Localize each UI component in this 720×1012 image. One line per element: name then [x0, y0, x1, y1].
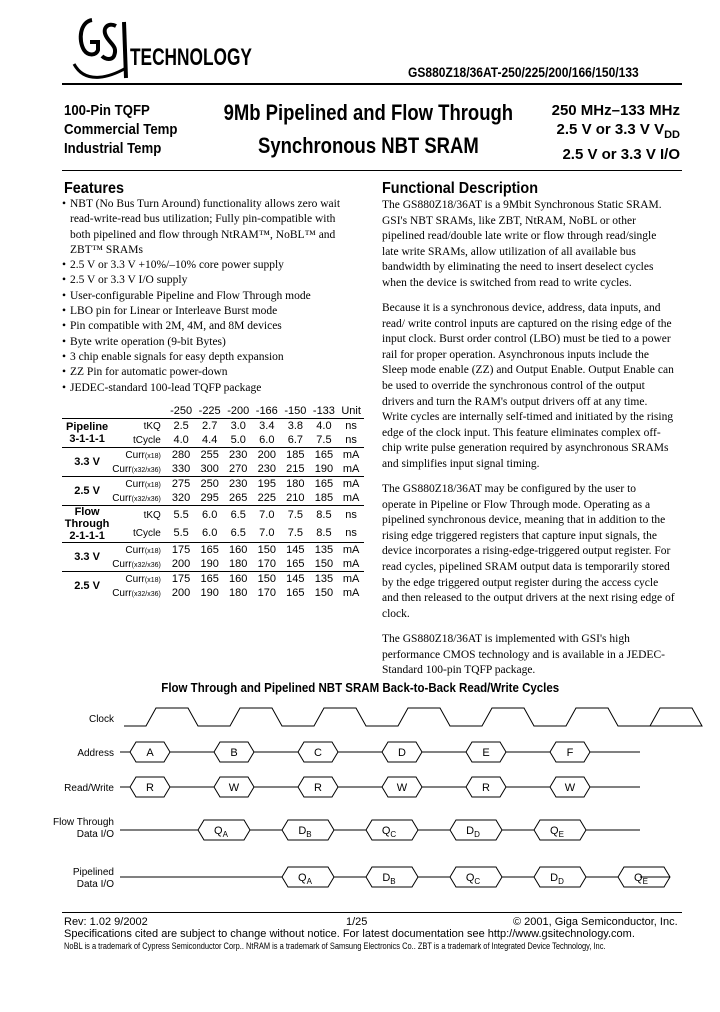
column-header: -225 [198, 405, 221, 417]
table-cell: 6.0 [259, 434, 275, 446]
unit-cell: ns [338, 506, 364, 525]
column-header: -250 [170, 405, 193, 417]
group-label-line: 2-1-1-1 [69, 530, 105, 542]
table-cell: 7.0 [253, 506, 282, 525]
flow-through-data-subscript: E [558, 830, 564, 839]
read-write-value: R [314, 782, 322, 794]
brand-name: TECHNOLOGY [130, 44, 252, 71]
parameter-note: (x32/x36) [131, 495, 161, 503]
feature-line: • Byte write operation (9-bit Bytes) [70, 335, 226, 348]
feature-item [62, 289, 362, 304]
package-line: 100-Pin TQFP [64, 102, 150, 119]
diagram-title: Flow Through and Pipelined NBT SRAM Back-to-Back Read/Write Cycles [161, 681, 559, 695]
table-cell: 145 [281, 572, 310, 587]
package-line: Commercial Temp [64, 121, 178, 138]
paragraph-line: input clock. Burst order control (LBO) must be tied to a power [382, 333, 671, 346]
timing-diagram [0, 696, 720, 896]
row-parameter: Curr(x32/x36) [112, 463, 161, 475]
table-header-row [62, 404, 364, 419]
column-header: Unit [341, 405, 361, 417]
table-cell: 200 [171, 587, 191, 599]
parameter-note: (x18) [144, 576, 161, 584]
table-cell: 3.0 [224, 419, 253, 434]
features-ul [62, 197, 362, 396]
read-write-value: R [482, 782, 490, 794]
flow-through-data-value: $Q_A$ [214, 825, 228, 839]
table-cell: 180 [281, 477, 310, 492]
address-value: F [566, 747, 574, 759]
paragraph-line: rising edge triggered registers that capture input signals, the [382, 529, 657, 542]
pipelined-data-subscript: A [306, 877, 312, 886]
paragraph-line: Write cycles are internally self-timed and initiated by the rising [382, 411, 674, 424]
feature-line: • JEDEC-standard 100-lead TQFP package [70, 381, 262, 394]
feature-line: • Pin compatible with 2M, 4M, and 8M devices [70, 320, 282, 333]
table-cell: 200 [253, 448, 282, 463]
paragraph-line: Sleep mode enable (ZZ) and Output Enable. Output Enable can [382, 364, 674, 377]
address-value: E [482, 747, 490, 759]
column-header: -150 [284, 405, 307, 417]
pipelined-data-subscript: B [390, 877, 396, 886]
table-cell: 190 [314, 463, 334, 475]
paragraph-line: GSI's NBT SRAMs, like ZBT, NtRAM, NoBL or other [382, 214, 636, 227]
row-parameter: Curr(x32/x36) [112, 587, 161, 599]
feature-item [62, 304, 362, 319]
functional-paragraph [382, 632, 682, 679]
signal-label: Pipelined [72, 867, 114, 878]
table-cell: 6.0 [202, 527, 218, 539]
unit-cell: ns [345, 434, 357, 446]
io-voltage: 2.5 V or 3.3 V I/O [562, 146, 680, 163]
table-cell: 5.5 [167, 506, 196, 525]
revision: Rev: 1.02 9/2002 [64, 916, 148, 928]
table-cell: 180 [229, 587, 248, 599]
table-cell: 300 [200, 463, 219, 475]
pipelined-data-subscript: D [558, 877, 564, 886]
functional-heading: Functional Description [382, 180, 539, 197]
part-number: GS880Z18/36AT-250/225/200/166/150/133 [408, 64, 639, 80]
row-parameter: Curr(x32/x36) [112, 492, 161, 504]
spec-table [62, 404, 364, 600]
table-cell: 230 [224, 448, 253, 463]
unit-cell: mA [342, 463, 360, 475]
table-cell: 7.5 [281, 506, 310, 525]
row-group-label [62, 572, 112, 601]
pipelined-data-subscript: E [642, 877, 648, 886]
table-cell: 150 [253, 543, 282, 558]
table-cell: 230 [224, 477, 253, 492]
functional-paragraph [382, 198, 682, 292]
feature-line: • NBT (No Bus Turn Around) functionality allows zero wait [70, 198, 341, 210]
pipelined-data-value: $Q_E$ [634, 872, 648, 886]
table-cell: 270 [229, 463, 248, 475]
table-cell: 7.5 [316, 434, 332, 446]
table-cell: 8.5 [316, 527, 332, 539]
table-cell: 160 [224, 543, 253, 558]
flow-through-data-subscript: A [222, 830, 228, 839]
table-cell: 4.0 [310, 419, 339, 434]
table-row [62, 543, 364, 558]
table-cell: 7.5 [287, 527, 303, 539]
functional-paragraph [382, 482, 682, 622]
table-cell: 150 [314, 587, 334, 599]
row-parameter: Curr(x18) [112, 448, 167, 463]
table-cell: 4.0 [173, 434, 189, 446]
table-cell: 200 [171, 558, 191, 570]
flow-through-data-value: $D_D$ [466, 825, 480, 839]
read-write-value: W [564, 782, 576, 794]
feature-line: • 3 chip enable signals for easy depth expansion [70, 350, 284, 363]
table-cell: 185 [281, 448, 310, 463]
table-cell: 150 [314, 558, 334, 570]
title-line: Synchronous NBT SRAM [257, 133, 479, 158]
title-line: 9Mb Pipelined and Flow Through [223, 100, 513, 125]
address-value: C [314, 747, 322, 759]
parameter-note: (x32/x36) [131, 561, 161, 569]
table-cell: 165 [310, 477, 339, 492]
table-cell: 150 [253, 572, 282, 587]
read-write-value: W [228, 782, 240, 794]
row-parameter: tCycle [133, 527, 161, 539]
feature-line: • 2.5 V or 3.3 V I/O supply [70, 274, 188, 287]
copyright: © 2001, Giga Semiconductor, Inc. [513, 916, 678, 928]
feature-line: • User-configurable Pipeline and Flow Through mode [70, 289, 311, 302]
table-cell: 265 [229, 492, 248, 504]
page-number: 1/25 [346, 916, 368, 928]
paragraph-line: be used to override the synchronous control of the output [382, 380, 645, 393]
unit-cell: ns [345, 527, 357, 539]
table-cell: 175 [167, 543, 196, 558]
header-blank [112, 404, 167, 419]
flow-through-data-value: $Q_C$ [381, 825, 397, 839]
table-cell: 8.5 [310, 506, 339, 525]
row-group-label [62, 477, 112, 506]
paragraph-line: rail for proper operation. Asynchronous inputs include the [382, 348, 649, 361]
address-value: B [230, 747, 238, 759]
core-voltage: 2.5 V or 3.3 V $V_{DD}$ [556, 121, 680, 141]
column-header: -200 [227, 405, 250, 417]
group-label-line: Flow [74, 506, 100, 518]
paragraph-line: device incorporates a rising-edge-triggered output register. For [382, 545, 671, 558]
table-cell: 280 [167, 448, 196, 463]
address-value: A [146, 747, 154, 759]
unit-cell: mA [342, 492, 360, 504]
feature-line: • ZZ Pin for automatic power-down [70, 366, 228, 379]
table-cell: 3.8 [281, 419, 310, 434]
group-label-line: 3.3 V [74, 551, 100, 563]
paragraph-line: pipelined read/double late write or flow through read/single [382, 230, 657, 243]
table-row [62, 572, 364, 587]
paragraph-line: The GS880Z18/36AT may be configured by the user to [382, 483, 637, 496]
row-group-label [62, 543, 112, 572]
table-row [62, 448, 364, 463]
pipelined-data-subscript: C [474, 877, 481, 886]
group-label-line: Pipeline [66, 421, 109, 433]
features-heading: Features [64, 180, 125, 197]
table-cell: 135 [310, 572, 339, 587]
table-cell: 250 [195, 477, 224, 492]
table-cell: 2.5 [167, 419, 196, 434]
spec-table-wrap [62, 404, 364, 600]
table-row [62, 419, 364, 434]
table-cell: 7.0 [259, 527, 275, 539]
row-parameter: Curr(x18) [112, 572, 167, 587]
paragraph-line: and then released to the output drivers at the next rising edge of [382, 592, 675, 605]
trademark-notice: NoBL is a trademark of Cypress Semiconductor Corp.. NtRAM is a trademark of Samsung Electronics Co.. ZBT is a trademark of Integrated Device Technology, Inc. [64, 941, 606, 951]
group-label-line: 2.5 V [74, 485, 100, 497]
paragraph-line: operate in Pipeline or Flow Through mode. Operating as a [382, 498, 651, 511]
paragraph-line: performance CMOS technology and is available in a JEDEC- [382, 648, 665, 661]
header-rule-bottom [62, 170, 682, 171]
table-cell: 320 [171, 492, 191, 504]
flow-through-data-subscript: D [474, 830, 480, 839]
table-cell: 180 [229, 558, 248, 570]
spec-notice: Specifications cited are subject to change without notice. For latest documentation see http://www.gsitechnology.com. [64, 928, 635, 940]
clock-waveform [124, 708, 702, 726]
table-cell: 135 [310, 543, 339, 558]
table-cell: 165 [286, 558, 305, 570]
feature-item [62, 350, 362, 365]
table-cell: 175 [167, 572, 196, 587]
read-write-value: R [146, 782, 154, 794]
paragraph-line: and simplifies input signal timing. [382, 458, 540, 470]
table-cell: 215 [286, 463, 305, 475]
feature-item [62, 197, 362, 258]
feature-item [62, 365, 362, 380]
gsi-logo-icon [72, 16, 134, 82]
table-cell: 225 [257, 492, 276, 504]
feature-item [62, 319, 362, 334]
table-cell: 5.5 [173, 527, 189, 539]
paragraph-line: The GS880Z18/36AT is a 9Mbit Synchronous Static SRAM. [382, 199, 662, 211]
table-cell: 165 [310, 448, 339, 463]
column-header: -133 [312, 405, 335, 417]
pipelined-data-value: $Q_A$ [298, 872, 312, 886]
group-label-line: 2.5 V [74, 580, 100, 592]
table-cell: 165 [286, 587, 305, 599]
header-rule [62, 83, 682, 85]
row-parameter: tCycle [133, 434, 161, 446]
table-row [62, 506, 364, 525]
signal-label: Data I/O [76, 879, 114, 890]
table-cell: 145 [281, 543, 310, 558]
speed-range: 250 MHz–133 MHz [551, 102, 680, 119]
paragraph-line: read/ write control inputs are captured on the rising edge of the [382, 317, 672, 330]
table-cell: 6.5 [230, 527, 246, 539]
unit-cell: mA [338, 543, 364, 558]
feature-line: ZBT™ SRAMs [70, 243, 143, 256]
group-label-line: 3.3 V [74, 456, 100, 468]
parameter-note: (x32/x36) [131, 590, 161, 598]
feature-item [62, 258, 362, 273]
unit-cell: mA [338, 572, 364, 587]
paragraph-line: pipelined synchronous device, meaning that in addition to the [382, 514, 666, 527]
unit-cell: mA [342, 587, 360, 599]
unit-cell: mA [338, 477, 364, 492]
feature-line: • 2.5 V or 3.3 V +10%/–10% core power supply [70, 259, 284, 272]
table-cell: 6.5 [224, 506, 253, 525]
table-cell: 275 [167, 477, 196, 492]
functional-paragraph [382, 301, 682, 473]
flow-through-data-subscript: B [306, 830, 312, 839]
table-cell: 295 [200, 492, 219, 504]
table-cell: 4.4 [202, 434, 218, 446]
table-cell: 330 [171, 463, 191, 475]
table-cell: 190 [200, 587, 219, 599]
table-cell: 190 [200, 558, 219, 570]
paragraph-line: Because it is a synchronous device, address, data inputs, and [382, 302, 661, 315]
feature-line: • LBO pin for Linear or Interleave Burst mode [70, 305, 278, 318]
parameter-note: (x32/x36) [131, 466, 161, 474]
table-cell: 6.0 [195, 506, 224, 525]
table-cell: 185 [314, 492, 334, 504]
paragraph-line: chip write pulse generation required by asynchronous SRAMs [382, 442, 669, 455]
footer-rule [62, 912, 682, 913]
row-group-label [62, 448, 112, 477]
pipelined-data-value: $D_B$ [382, 872, 396, 886]
paragraph-line: late write SRAMs, allow utilization of all available bus [382, 245, 636, 258]
row-parameter: Curr(x18) [112, 543, 167, 558]
paragraph-line: when the device is switched from read to write cycles. [382, 276, 632, 289]
row-group-label [62, 506, 112, 543]
flow-through-data-value: $Q_E$ [550, 825, 564, 839]
row-parameter: tKQ [112, 419, 167, 434]
row-parameter: Curr(x18) [112, 477, 167, 492]
read-write-value: W [396, 782, 408, 794]
row-parameter: Curr(x32/x36) [112, 558, 161, 570]
table-cell: 255 [195, 448, 224, 463]
table-cell: 5.0 [230, 434, 246, 446]
paragraph-line: bandwidth by eliminating the need to insert deselect cycles [382, 261, 654, 274]
feature-item [62, 273, 362, 288]
parameter-note: (x18) [144, 452, 161, 460]
table-cell: 210 [286, 492, 305, 504]
pipelined-data-value: $Q_C$ [465, 872, 481, 886]
feature-item [62, 381, 362, 396]
unit-cell: mA [338, 448, 364, 463]
table-cell: 165 [195, 572, 224, 587]
paragraph-line: by the edge triggered output register during the access cycle [382, 576, 659, 589]
signal-label: Clock [88, 714, 114, 725]
table-cell: 195 [253, 477, 282, 492]
table-cell: 230 [257, 463, 276, 475]
table-cell: 170 [257, 587, 276, 599]
paragraph-line: The GS880Z18/36AT is implemented with GSI's high [382, 632, 630, 645]
page-title [188, 96, 548, 162]
feature-line: read-write-read bus utilization; Fully pin-compatible with [70, 213, 336, 226]
flow-through-data-subscript: C [390, 830, 397, 839]
parameter-note: (x18) [144, 481, 161, 489]
row-group-label [62, 419, 112, 448]
feature-item [62, 335, 362, 350]
table-cell: 170 [257, 558, 276, 570]
signal-label: Flow Through [53, 817, 114, 828]
group-label-line: 3-1-1-1 [69, 433, 105, 445]
table-cell: 160 [224, 572, 253, 587]
package-info [64, 101, 193, 158]
address-value: D [398, 747, 406, 759]
package-line: Industrial Temp [64, 140, 162, 157]
table-cell: 165 [195, 543, 224, 558]
feature-line: both pipelined and flow through NtRAM™, NoBL™ and [70, 228, 336, 241]
pipelined-data-value: $D_D$ [550, 872, 564, 886]
signal-label: Address [77, 748, 114, 759]
unit-cell: mA [342, 558, 360, 570]
header-blank [62, 404, 112, 419]
paragraph-line: Standard 100-pin TQFP package. [382, 664, 536, 677]
row-parameter: tKQ [112, 506, 167, 525]
paragraph-line: drivers and turn the RAM's output drivers off at any time. [382, 395, 648, 408]
signal-label: Read/Write [64, 783, 114, 794]
paragraph-line: read cycles, pipelined SRAM output data is temporarily stored [382, 561, 670, 574]
table-cell: 6.7 [287, 434, 303, 446]
flow-through-data-value: $D_B$ [298, 825, 312, 839]
table-cell: 3.4 [253, 419, 282, 434]
table-row [62, 477, 364, 492]
table-cell: 2.7 [195, 419, 224, 434]
parameter-note: (x18) [144, 547, 161, 555]
paragraph-line: edge of the clock input. This feature eliminates complex off- [382, 426, 661, 439]
group-label-line: Through [64, 518, 110, 530]
features-list [62, 197, 362, 396]
signal-label: Data I/O [76, 829, 114, 840]
functional-text [382, 198, 682, 688]
unit-cell: ns [338, 419, 364, 434]
paragraph-line: clock. [382, 607, 410, 620]
column-header: -166 [255, 405, 278, 417]
speed-voltage-info [552, 101, 680, 164]
